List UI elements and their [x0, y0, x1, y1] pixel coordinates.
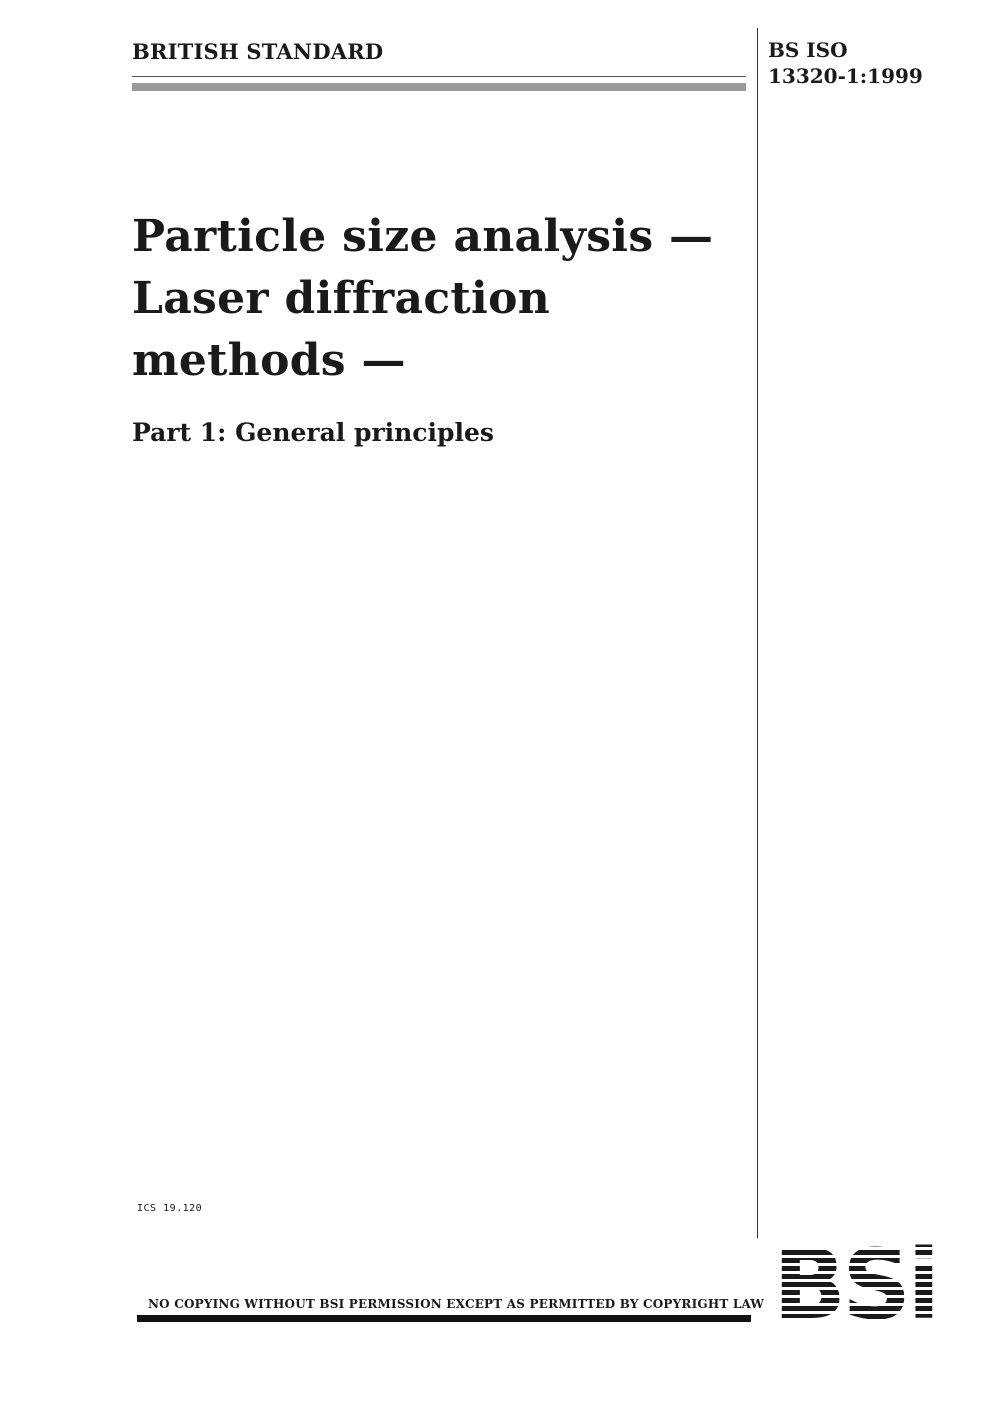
header-label: BRITISH STANDARD — [132, 39, 384, 64]
footer-rule — [137, 1315, 751, 1322]
copyright-notice: NO COPYING WITHOUT BSI PERMISSION EXCEPT AS PERMITTED BY COPYRIGHT LAW — [148, 1297, 765, 1311]
header-thin-rule — [132, 76, 746, 77]
title-line-1: Particle size analysis — — [132, 211, 714, 262]
header-rule — [132, 83, 746, 91]
ics-code: ICS 19.120 — [137, 1203, 203, 1214]
standard-number-line2: 13320-1:1999 — [768, 64, 923, 88]
bsi-logo-text: BSi — [773, 1242, 937, 1322]
document-title — [132, 206, 742, 392]
title-line-2: Laser diffraction — [132, 273, 551, 324]
document-subtitle: Part 1: General principles — [132, 418, 494, 447]
bsi-logo — [773, 1242, 949, 1322]
vertical-divider — [757, 28, 758, 1238]
title-line-3: methods — — [132, 335, 406, 386]
standard-number-line1: BS ISO — [768, 38, 848, 62]
standard-number — [768, 37, 923, 89]
